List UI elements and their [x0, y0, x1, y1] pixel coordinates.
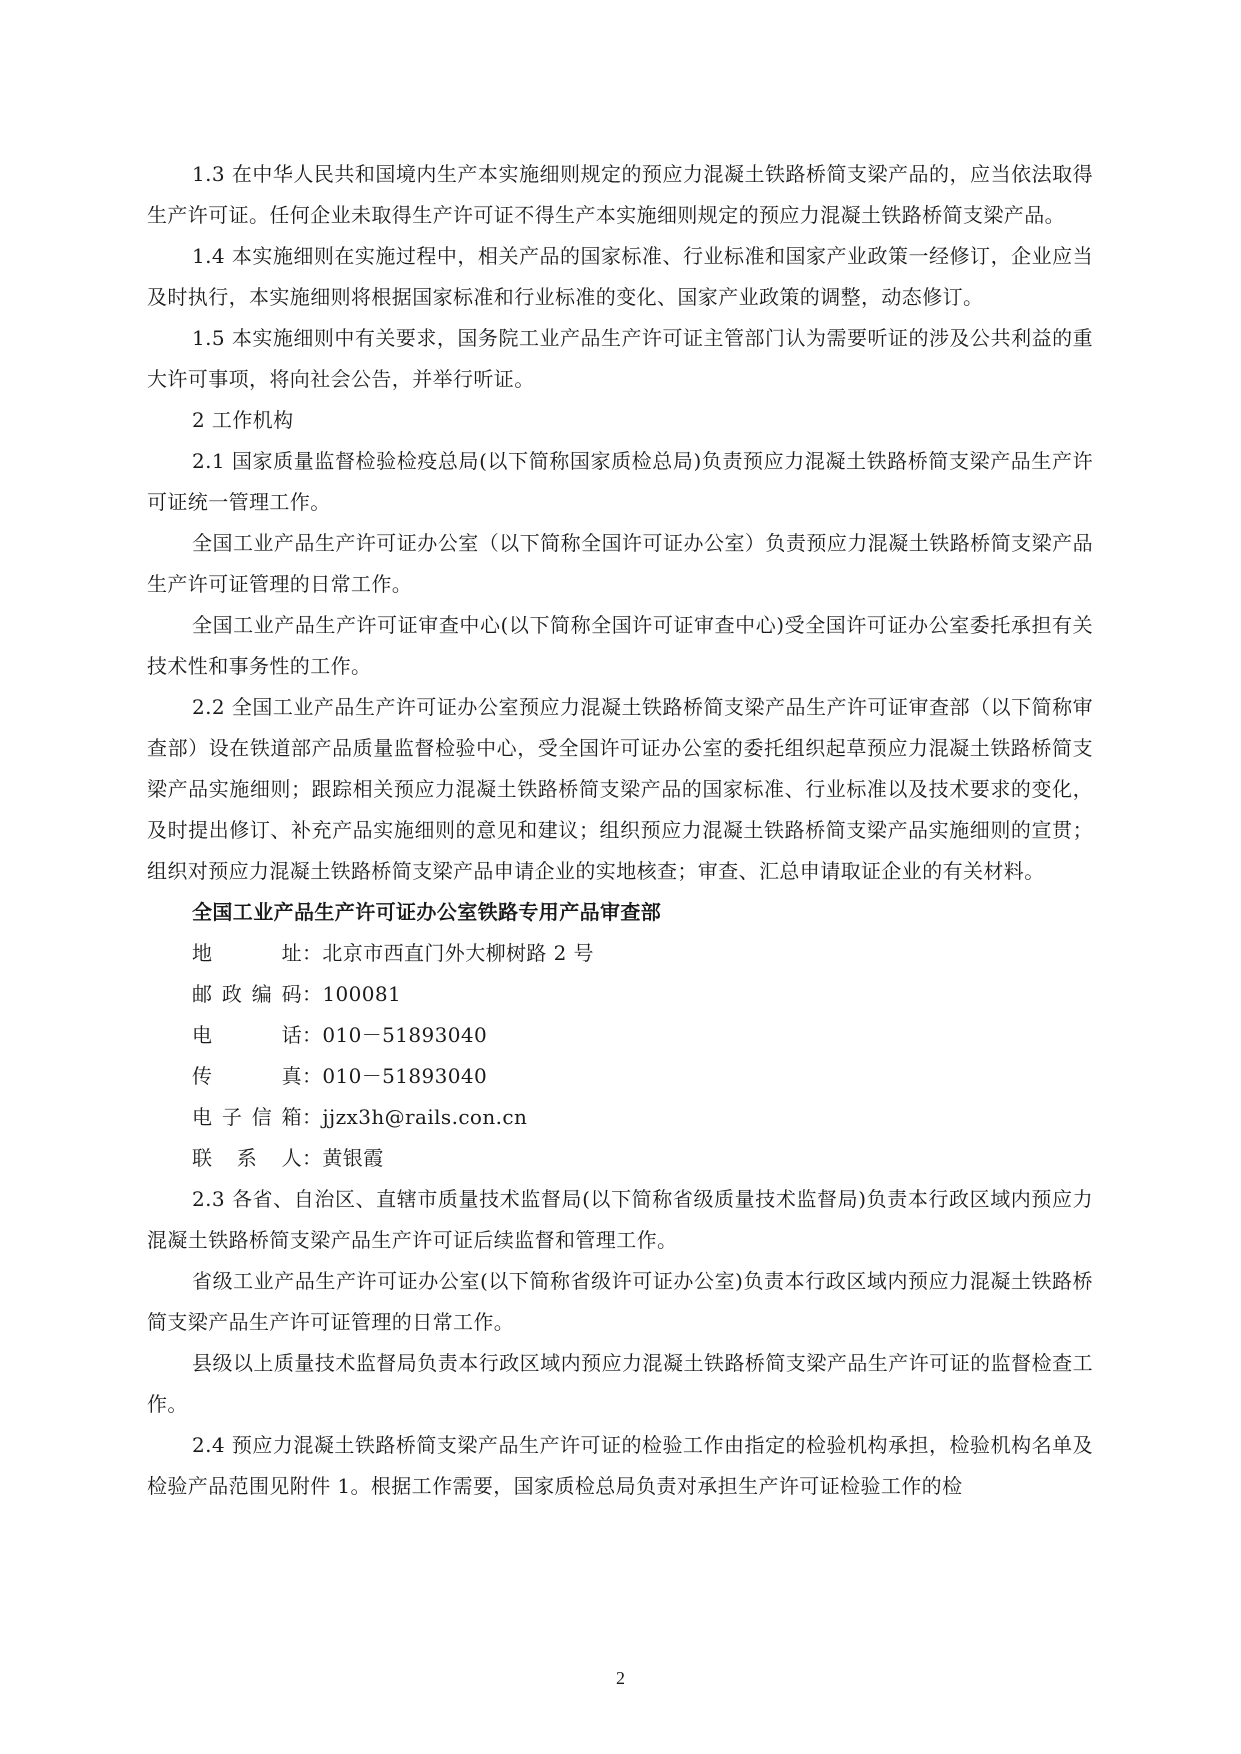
postcode-value: 100081: [322, 982, 402, 1006]
email-separator: ：: [302, 1105, 323, 1129]
address-value: 北京市西直门外大柳树路 2 号: [322, 941, 594, 965]
fax-value: 010－51893040: [322, 1064, 488, 1088]
paragraph-2-4: 2.4 预应力混凝土铁路桥简支梁产品生产许可证的检验工作由指定的检验机构承担，检验机构名单及检验产品范围见附件 1。根据工作需要，国家质检总局负责对承担生产许可证检验工作的检: [147, 1433, 1093, 1498]
person-value: 黄银霞: [322, 1146, 384, 1170]
paragraph-2-1-office: 全国工业产品生产许可证办公室（以下简称全国许可证办公室）负责预应力混凝土铁路桥简支梁产品生产许可证管理的日常工作。: [147, 531, 1093, 596]
paragraph-2-3: 2.3 各省、自治区、直辖市质量技术监督局(以下简称省级质量技术监督局)负责本行政区域内预应力混凝土铁路桥简支梁产品生产许可证后续监督和管理工作。: [147, 1187, 1093, 1252]
contact-fax: [147, 1056, 1093, 1097]
contact-email: [147, 1097, 1093, 1138]
fax-label: 传 真: [192, 1064, 302, 1088]
paragraph-2-2: 2.2 全国工业产品生产许可证办公室预应力混凝土铁路桥简支梁产品生产许可证审查部（以下简称审查部）设在铁道部产品质量监督检验中心，受全国许可证办公室的委托组织起草预应力混凝土铁路桥简支梁产品实施细则；跟踪相关预应力混凝土铁路桥简支梁产品的国家标准、行业标准以及技术要求的变化，及时提出修订、补充产品实施细则的意见和建议；组织预应力混凝土铁路桥简支梁产品实施细则的宣贯；组织对预应力混凝土铁路桥简支梁产品申请企业的实地核查；审查、汇总申请取证企业的有关材料。: [147, 695, 1093, 883]
paragraph-2-1-review-center: 全国工业产品生产许可证审查中心(以下简称全国许可证审查中心)受全国许可证办公室委托承担有关技术性和事务性的工作。: [147, 613, 1093, 678]
document-body: [147, 154, 1093, 1507]
phone-label: 电 话: [192, 1023, 302, 1047]
contact-address: [147, 933, 1093, 974]
person-separator: ：: [302, 1146, 323, 1170]
contact-postcode: [147, 974, 1093, 1015]
phone-separator: ：: [302, 1023, 323, 1047]
paragraph-2-1: 2.1 国家质量监督检验检疫总局(以下简称国家质检总局)负责预应力混凝土铁路桥简支梁产品生产许可证统一管理工作。: [147, 449, 1093, 514]
contact-phone: [147, 1015, 1093, 1056]
fax-separator: ：: [302, 1064, 323, 1088]
paragraph-2-3-county: 县级以上质量技术监督局负责本行政区域内预应力混凝土铁路桥简支梁产品生产许可证的监督检查工作。: [147, 1351, 1093, 1416]
paragraph-1-5: 1.5 本实施细则中有关要求，国务院工业产品生产许可证主管部门认为需要听证的涉及公共利益的重大许可事项，将向社会公告，并举行听证。: [147, 326, 1093, 391]
paragraph-1-4: 1.4 本实施细则在实施过程中，相关产品的国家标准、行业标准和国家产业政策一经修订，企业应当及时执行，本实施细则将根据国家标准和行业标准的变化、国家产业政策的调整，动态修订。: [147, 244, 1093, 309]
contact-person: [147, 1138, 1093, 1179]
review-office-title: 全国工业产品生产许可证办公室铁路专用产品审查部: [192, 900, 662, 924]
paragraph-1-3: 1.3 在中华人民共和国境内生产本实施细则规定的预应力混凝土铁路桥简支梁产品的，应当依法取得生产许可证。任何企业未取得生产许可证不得生产本实施细则规定的预应力混凝土铁路桥简支梁产品。: [147, 162, 1093, 227]
postcode-separator: ：: [302, 982, 323, 1006]
address-separator: ：: [302, 941, 323, 965]
email-label: 电子信箱: [192, 1105, 302, 1129]
phone-value: 010－51893040: [322, 1023, 488, 1047]
address-label: 地 址: [192, 941, 302, 965]
postcode-label: 邮政编码: [192, 982, 302, 1006]
paragraph-2-3-provincial-office: 省级工业产品生产许可证办公室(以下简称省级许可证办公室)负责本行政区域内预应力混凝土铁路桥简支梁产品生产许可证管理的日常工作。: [147, 1269, 1093, 1334]
section-heading-2: 2 工作机构: [192, 408, 294, 432]
email-value: jjzx3h@rails.con.cn: [322, 1105, 528, 1129]
page-number: 2: [616, 1668, 625, 1688]
person-label: 联 系 人: [192, 1146, 302, 1170]
